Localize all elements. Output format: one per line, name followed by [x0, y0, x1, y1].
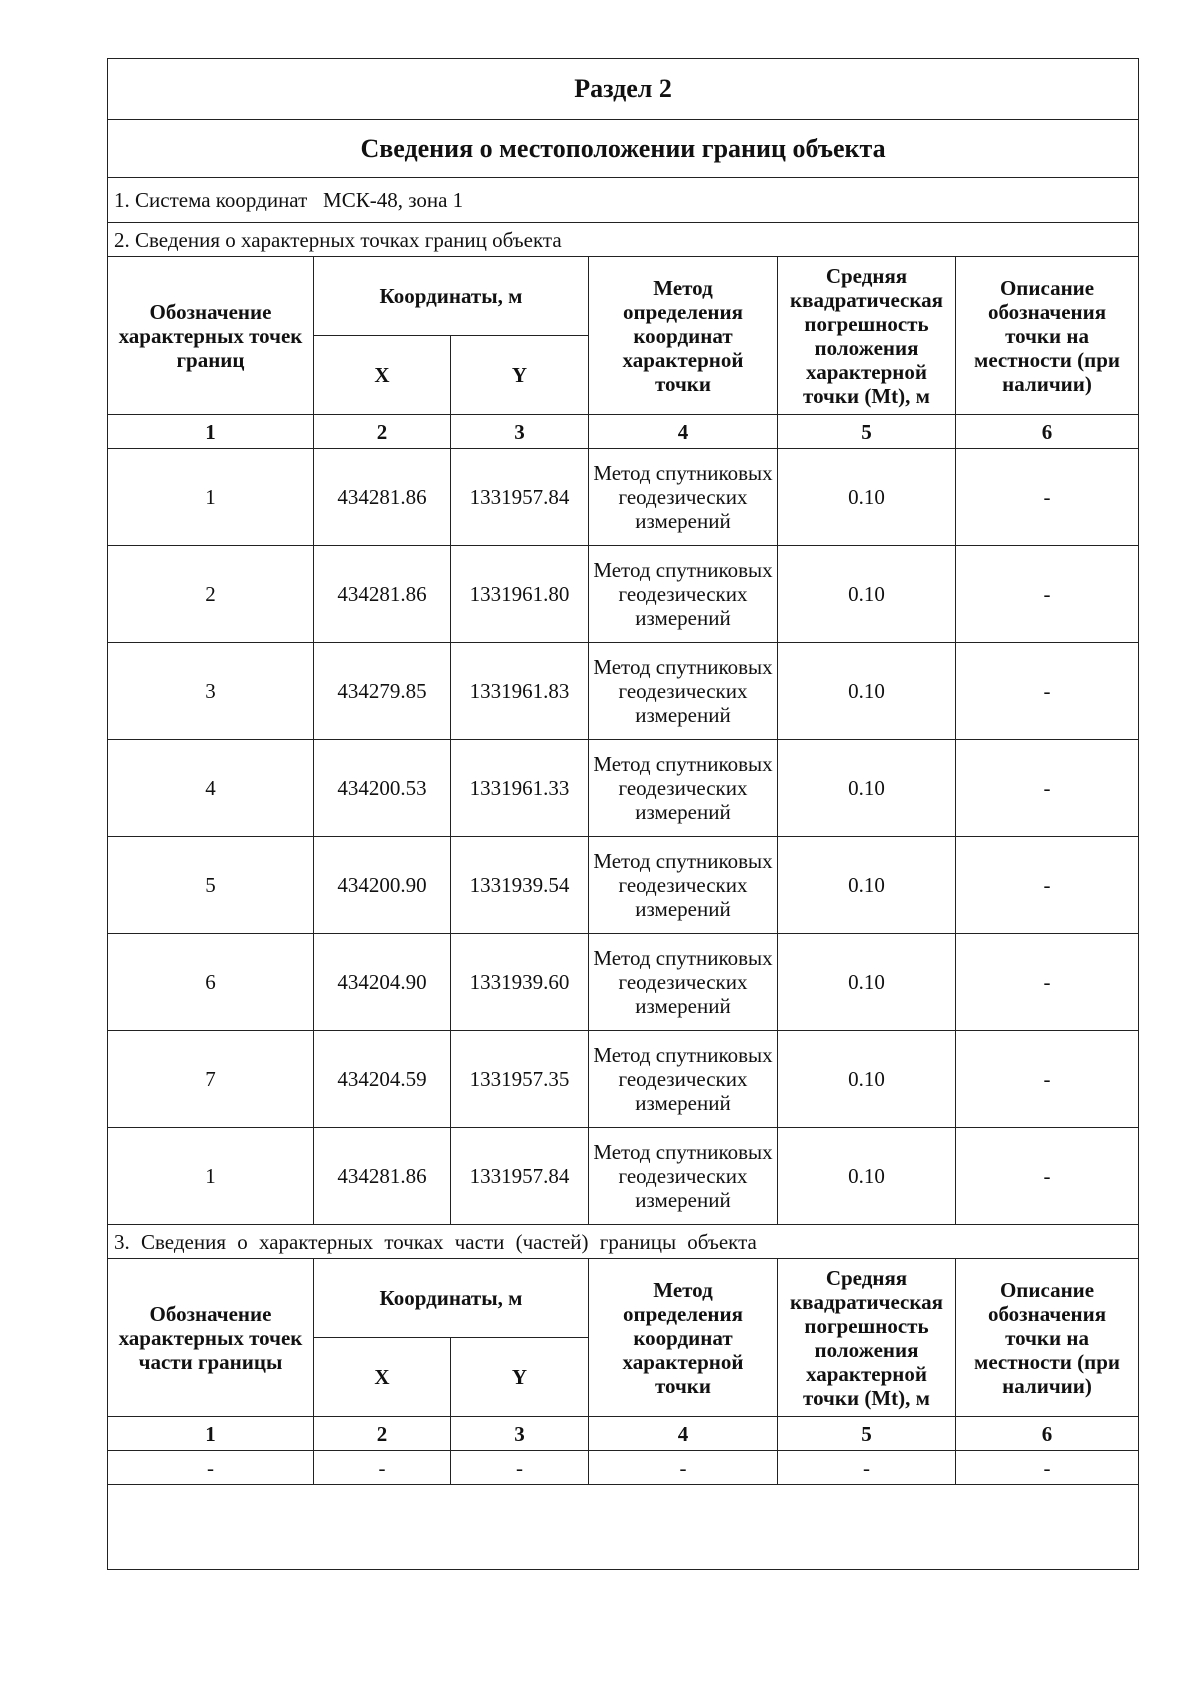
x-coordinate-cell: 434204.59 [314, 1031, 451, 1128]
point-id-cell: 5 [108, 837, 314, 934]
point-id-cell: 7 [108, 1031, 314, 1128]
point-id-cell: 1 [108, 1128, 314, 1225]
description-cell: - [956, 837, 1139, 934]
x-coordinate-cell: 434204.90 [314, 934, 451, 1031]
table-row [108, 1128, 1139, 1225]
error-cell: 0.10 [778, 740, 956, 837]
y-coordinate-cell: 1331961.83 [451, 643, 589, 740]
header-error: Средняя квадратическая погрешность положения характерной точки (Mt), м [778, 257, 956, 415]
description-cell: - [956, 546, 1139, 643]
table-cell: - [314, 1451, 451, 1485]
parts-column-number-row [108, 1417, 1139, 1451]
col-number: 4 [589, 415, 778, 449]
method-cell: Метод спутниковых геодезических измерений [589, 1031, 778, 1128]
table-row [108, 449, 1139, 546]
col-number: 6 [956, 415, 1139, 449]
col-number: 2 [314, 1417, 451, 1451]
parts-header-x: X [314, 1338, 451, 1417]
col-number: 6 [956, 1417, 1139, 1451]
y-coordinate-cell: 1331957.84 [451, 449, 589, 546]
col-number: 4 [589, 1417, 778, 1451]
col-number: 3 [451, 1417, 589, 1451]
header-description: Описание обозначения точки на местности (при наличии) [956, 257, 1139, 415]
y-coordinate-cell: 1331961.33 [451, 740, 589, 837]
table-cell: - [589, 1451, 778, 1485]
x-coordinate-cell: 434200.53 [314, 740, 451, 837]
section-subtitle: Сведения о местоположении границ объекта [108, 120, 1139, 178]
column-number-row [108, 415, 1139, 449]
parts-header-description: Описание обозначения точки на местности (при наличии) [956, 1259, 1139, 1417]
parts-table-row [108, 1451, 1139, 1485]
col-number: 1 [108, 415, 314, 449]
table-cell: - [108, 1451, 314, 1485]
method-cell: Метод спутниковых геодезических измерений [589, 837, 778, 934]
points-table-body [108, 449, 1139, 1225]
y-coordinate-cell: 1331939.54 [451, 837, 589, 934]
description-cell: - [956, 643, 1139, 740]
col-number: 3 [451, 415, 589, 449]
method-cell: Метод спутниковых геодезических измерений [589, 1128, 778, 1225]
x-coordinate-cell: 434200.90 [314, 837, 451, 934]
method-cell: Метод спутниковых геодезических измерений [589, 740, 778, 837]
method-cell: Метод спутниковых геодезических измерений [589, 934, 778, 1031]
table-row [108, 837, 1139, 934]
header-x: X [314, 336, 451, 415]
x-coordinate-cell: 434281.86 [314, 1128, 451, 1225]
col-number: 1 [108, 1417, 314, 1451]
description-cell: - [956, 1031, 1139, 1128]
point-id-cell: 6 [108, 934, 314, 1031]
table-row [108, 740, 1139, 837]
boundary-document-table [107, 58, 1139, 1570]
table-row [108, 934, 1139, 1031]
error-cell: 0.10 [778, 1128, 956, 1225]
parts-header-designation: Обозначение характерных точек части границы [108, 1259, 314, 1417]
table-cell: - [956, 1451, 1139, 1485]
header-method: Метод определения координат характерной точки [589, 257, 778, 415]
point-id-cell: 3 [108, 643, 314, 740]
y-coordinate-cell: 1331939.60 [451, 934, 589, 1031]
table-row [108, 1031, 1139, 1128]
y-coordinate-cell: 1331957.84 [451, 1128, 589, 1225]
error-cell: 0.10 [778, 837, 956, 934]
header-coords: Координаты, м [314, 257, 589, 336]
description-cell: - [956, 934, 1139, 1031]
error-cell: 0.10 [778, 546, 956, 643]
table-cell: - [778, 1451, 956, 1485]
point-id-cell: 1 [108, 449, 314, 546]
description-cell: - [956, 740, 1139, 837]
error-cell: 0.10 [778, 1031, 956, 1128]
coord-system-value: МСК-48, зона 1 [323, 188, 464, 212]
error-cell: 0.10 [778, 643, 956, 740]
table-row [108, 643, 1139, 740]
x-coordinate-cell: 434279.85 [314, 643, 451, 740]
method-cell: Метод спутниковых геодезических измерений [589, 643, 778, 740]
error-cell: 0.10 [778, 934, 956, 1031]
col-number: 5 [778, 1417, 956, 1451]
y-coordinate-cell: 1331961.80 [451, 546, 589, 643]
point-id-cell: 4 [108, 740, 314, 837]
parts-header-coords: Координаты, м [314, 1259, 589, 1338]
parts-header-method: Метод определения координат характерной точки [589, 1259, 778, 1417]
parts-section-heading: 3. Сведения о характерных точках части (частей) границы объекта [108, 1225, 1139, 1259]
parts-header-error: Средняя квадратическая погрешность положения характерной точки (Mt), м [778, 1259, 956, 1417]
col-number: 5 [778, 415, 956, 449]
col-number: 2 [314, 415, 451, 449]
description-cell: - [956, 449, 1139, 546]
section-title: Раздел 2 [108, 59, 1139, 120]
y-coordinate-cell: 1331957.35 [451, 1031, 589, 1128]
blank-footer-area [108, 1485, 1139, 1570]
point-id-cell: 2 [108, 546, 314, 643]
table-row [108, 546, 1139, 643]
header-y: Y [451, 336, 589, 415]
coord-system-label: 1. Система координат [114, 188, 308, 212]
points-section-heading: 2. Сведения о характерных точках границ объекта [108, 223, 1139, 257]
x-coordinate-cell: 434281.86 [314, 449, 451, 546]
error-cell: 0.10 [778, 449, 956, 546]
method-cell: Метод спутниковых геодезических измерений [589, 449, 778, 546]
table-cell: - [451, 1451, 589, 1485]
coord-system-line [108, 178, 1139, 223]
x-coordinate-cell: 434281.86 [314, 546, 451, 643]
description-cell: - [956, 1128, 1139, 1225]
method-cell: Метод спутниковых геодезических измерений [589, 546, 778, 643]
parts-header-y: Y [451, 1338, 589, 1417]
header-designation: Обозначение характерных точек границ [108, 257, 314, 415]
